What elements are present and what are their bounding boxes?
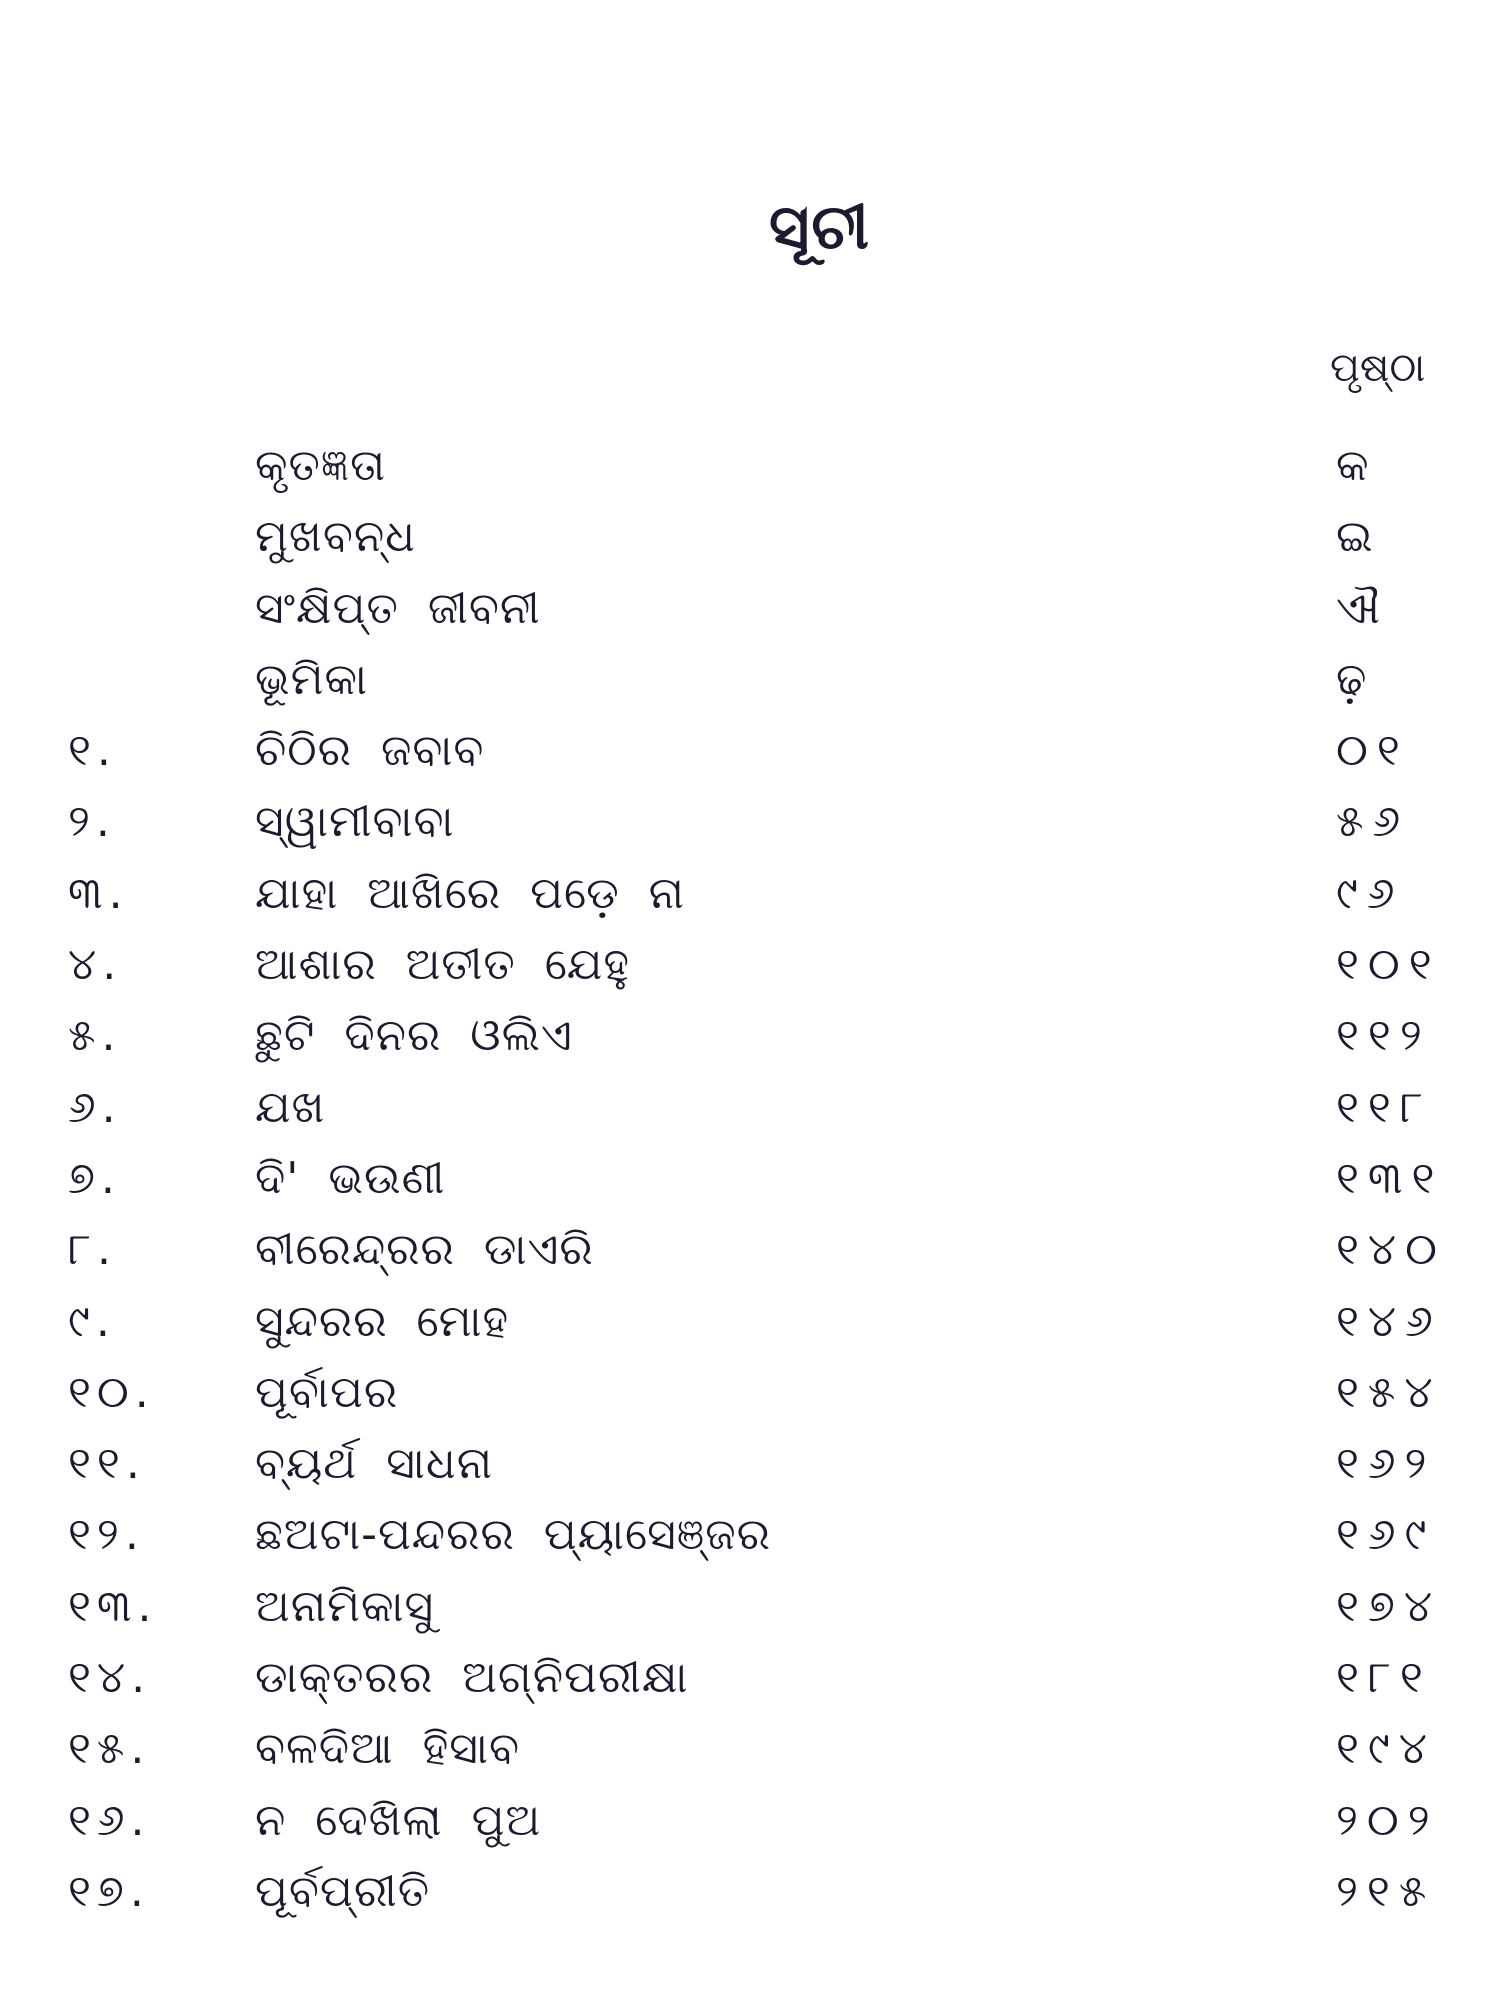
toc-entry-number: ୧୦.: [68, 1366, 155, 1418]
toc-entry-title: ଚିଠିର ଜବାବ: [255, 725, 485, 777]
toc-entry: [0, 1000, 1500, 1071]
toc-entry-title: ପୂର୍ବପ୍ରୀତି: [255, 1865, 431, 1917]
toc-entry-page: ଢ଼: [1336, 653, 1376, 705]
toc-entry: [0, 573, 1500, 644]
toc-entry: [0, 1214, 1500, 1285]
toc-entry: [0, 715, 1500, 786]
toc-entry-page: ୦୧: [1336, 725, 1409, 777]
toc-entry: [0, 1428, 1500, 1499]
toc-entry-page: ୫୬: [1336, 796, 1410, 848]
toc-entry: [0, 1072, 1500, 1143]
toc-entry: [0, 1713, 1500, 1784]
toc-entry-page: ୧୭୪: [1336, 1580, 1442, 1632]
toc-entry-title: ଛଅଟା-ପନ୍ଦରର ପ୍ୟାସେଞ୍ଜର: [255, 1509, 771, 1561]
toc-entry-page: ୧୫୪: [1336, 1366, 1442, 1418]
toc-entry-number: ୭.: [68, 1152, 121, 1204]
toc-entry-title: ସ୍ୱାମୀବାବା: [255, 796, 455, 848]
page-column-label: ପୃଷ୍ଠା: [1330, 345, 1426, 391]
toc-entry-page: ୧୪୦: [1336, 1224, 1446, 1276]
table-of-contents: [0, 430, 1500, 1927]
toc-entry: [0, 1286, 1500, 1357]
toc-entry-page: ୯୬: [1336, 867, 1404, 919]
toc-entry-number: ୨.: [68, 796, 116, 848]
toc-entry-number: ୧୫.: [68, 1723, 151, 1775]
toc-entry-title: କୃତଜ୍ଞତା: [255, 440, 387, 491]
contents-heading: ସୂଚୀ: [768, 190, 872, 263]
toc-entry-number: ୧.: [68, 725, 117, 777]
toc-entry-title: ଆଶାର ଅତୀତ ଯେହୁ: [255, 939, 630, 991]
toc-entry-number: ୧୩.: [68, 1580, 158, 1632]
toc-entry-number: ୩.: [68, 867, 129, 919]
toc-entry-page: ୧୧୮: [1336, 1081, 1432, 1133]
toc-entry-title: ଦି' ଭଉଣୀ: [255, 1152, 446, 1204]
toc-entry: [0, 1785, 1500, 1856]
toc-entry-number: ୧୭.: [68, 1865, 150, 1917]
toc-entry-page: ଐ: [1336, 582, 1389, 634]
toc-entry: [0, 1571, 1500, 1642]
toc-entry-number: ୧୨.: [68, 1509, 145, 1561]
toc-entry-title: ଡାକ୍ତରର ଅଗ୍ନିପରୀକ୍ଷା: [255, 1652, 689, 1704]
toc-entry-number: ୮.: [68, 1224, 117, 1276]
toc-entry-page: ୧୬୯: [1336, 1509, 1436, 1561]
toc-entry-title: ବୀରେନ୍ଦ୍ରର ଡାଏରି: [255, 1224, 594, 1276]
toc-entry: [0, 1143, 1500, 1214]
toc-entry-page: ୨୧୫: [1336, 1865, 1436, 1917]
toc-entry: [0, 929, 1500, 1000]
toc-entry-page: ୧୯୪: [1336, 1723, 1436, 1775]
toc-entry-number: ୧୪.: [68, 1652, 152, 1704]
toc-entry: [0, 1357, 1500, 1428]
toc-entry-title: ପୂର୍ବାପର: [255, 1366, 399, 1418]
toc-entry-title: ସଂକ୍ଷିପ୍ତ ଜୀବନୀ: [255, 582, 541, 634]
toc-entry-page: କ: [1336, 440, 1378, 491]
toc-entry-page: ୨୦୨: [1336, 1794, 1439, 1846]
toc-entry: [0, 786, 1500, 857]
toc-entry: [0, 644, 1500, 715]
toc-entry-title: ମୁଖବନ୍ଧ: [255, 511, 416, 563]
toc-entry-title: ବଳଦିଆ ହିସାବ: [255, 1723, 521, 1775]
toc-entry-page: ୧୩୧: [1336, 1152, 1444, 1204]
toc-entry-title: ଯାହା ଆଖିରେ ପଡ଼େ ନା: [255, 867, 686, 919]
toc-entry-page: ଇ: [1336, 511, 1382, 563]
toc-entry-number: ୯.: [68, 1295, 116, 1347]
toc-entry-number: ୧୬.: [68, 1794, 151, 1846]
toc-entry-page: ୧୦୧: [1336, 939, 1441, 991]
toc-entry-title: ଯଖ: [255, 1081, 326, 1133]
toc-entry-title: ସୁନ୍ଦରର ମୋହ: [255, 1295, 510, 1347]
toc-entry-number: ୫.: [68, 1010, 122, 1062]
toc-entry: [0, 858, 1500, 929]
toc-entry-title: ଭୂମିକା: [255, 653, 369, 705]
toc-entry: [0, 1642, 1500, 1713]
toc-entry: [0, 501, 1500, 572]
toc-entry-number: ୬.: [68, 1081, 122, 1133]
toc-entry-title: ନ ଦେଖିଲା ପୁଅ: [255, 1794, 542, 1846]
toc-entry-page: ୧୪୬: [1336, 1295, 1442, 1347]
toc-entry-number: ୪.: [68, 939, 123, 991]
toc-entry: [0, 1856, 1500, 1927]
toc-entry-title: ବ୍ୟର୍ଥ ସାଧନା: [255, 1438, 494, 1490]
toc-entry-number: ୧୧.: [68, 1438, 146, 1490]
toc-entry: [0, 1499, 1500, 1570]
toc-entry-page: ୧୬୨: [1336, 1438, 1436, 1490]
toc-entry-title: ଛୁଟି ଦିନର ଓଲିଏ: [255, 1010, 573, 1062]
toc-entry: [0, 430, 1500, 501]
toc-entry-title: ଅନାମିକାସୁ: [255, 1580, 435, 1632]
toc-entry-page: ୧୧୨: [1336, 1010, 1431, 1062]
toc-entry-page: ୧୮୧: [1336, 1652, 1432, 1704]
